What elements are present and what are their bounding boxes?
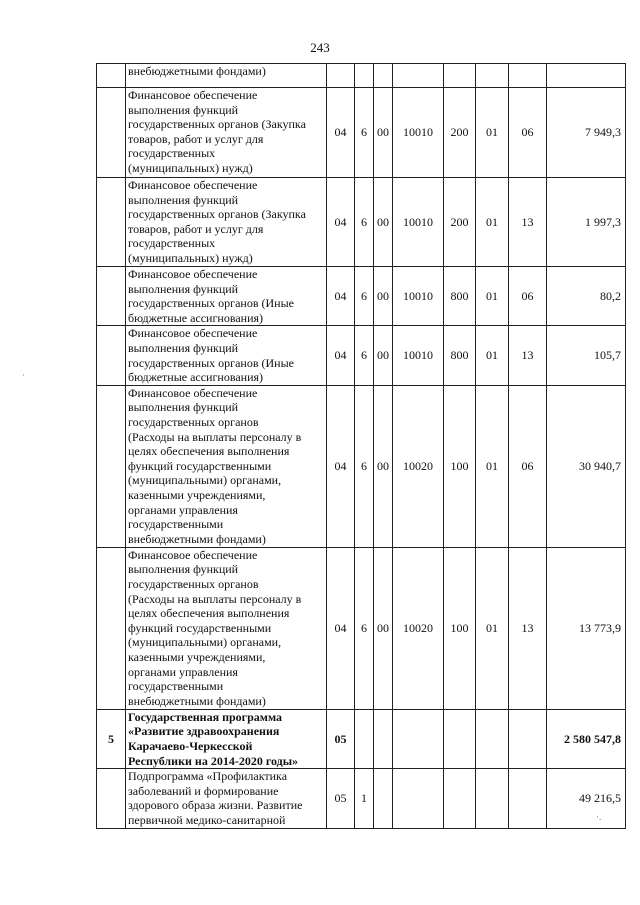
row-description	[126, 385, 327, 547]
row-amount: 2 580 547,8	[547, 709, 626, 768]
description-line: (муниципальных) нужд)	[128, 160, 253, 175]
row-description	[126, 178, 327, 267]
scan-speck: ·	[22, 370, 25, 380]
code-c7: 13	[509, 326, 547, 385]
code-c2: 6	[355, 326, 374, 385]
row-number: 5	[97, 709, 126, 768]
code-c1: 05	[327, 769, 355, 828]
row-description	[126, 547, 327, 709]
code-c7: 13	[509, 178, 547, 267]
code-c3: 00	[374, 267, 393, 326]
code-c6	[476, 709, 509, 768]
code-c5: 100	[444, 385, 476, 547]
row-description	[126, 769, 327, 828]
description-line: государственных	[128, 146, 216, 161]
code-c1: 04	[327, 326, 355, 385]
table-row	[97, 547, 626, 709]
description-line: товаров, работ и услуг для	[128, 221, 264, 236]
row-number	[97, 267, 126, 326]
row-number	[97, 64, 126, 88]
description-line: государственных	[128, 236, 216, 251]
code-c5: 200	[444, 88, 476, 178]
description-line: Финансовое обеспечение	[128, 267, 258, 281]
row-number	[97, 547, 126, 709]
code-c3: 00	[374, 326, 393, 385]
description-line: Финансовое обеспечение	[128, 326, 258, 341]
description-line: государственными	[128, 679, 224, 694]
description-line: функций государственными	[128, 620, 272, 635]
code-c2: 6	[355, 267, 374, 326]
code-c4: 10010	[393, 178, 444, 267]
description-line: государственных органов	[128, 414, 259, 429]
page-number: 243	[310, 40, 330, 55]
description-line: целях обеспечения выполнения	[128, 606, 290, 621]
description-line: «Развитие здравоохранения	[128, 724, 280, 739]
code-c5: 100	[444, 547, 476, 709]
description-line: выполнения функций	[128, 192, 239, 207]
code-c6: 01	[476, 88, 509, 178]
row-number	[97, 88, 126, 178]
description-line: выполнения функций	[128, 340, 239, 355]
description-line: (Расходы на выплаты персоналу в	[128, 591, 302, 606]
code-c3: 00	[374, 88, 393, 178]
code-c2: 6	[355, 88, 374, 178]
code-c3: 00	[374, 385, 393, 547]
code-c3: 00	[374, 547, 393, 709]
budget-table	[96, 63, 626, 829]
description-line: Республики на 2014-2020 годы»	[128, 753, 299, 768]
code-c7: 06	[509, 385, 547, 547]
description-line: государственных органов	[128, 576, 259, 591]
description-line: бюджетные ассигнования)	[128, 310, 264, 325]
code-c1: 04	[327, 547, 355, 709]
row-number	[97, 178, 126, 267]
code-c4	[393, 769, 444, 828]
code-c4: 10010	[393, 267, 444, 326]
code-c4: 10010	[393, 88, 444, 178]
code-c2	[355, 64, 374, 88]
description-line: Государственная программа	[128, 709, 283, 724]
row-description	[126, 88, 327, 178]
code-c6	[476, 769, 509, 828]
row-amount: 49 216,5	[547, 769, 626, 828]
code-c6: 01	[476, 385, 509, 547]
description-line: органами управления	[128, 664, 238, 679]
description-line: целях обеспечения выполнения	[128, 444, 290, 459]
code-c2: 6	[355, 385, 374, 547]
table-row	[97, 88, 626, 178]
code-c2: 6	[355, 178, 374, 267]
description-line: Финансовое обеспечение	[128, 547, 258, 562]
description-line: (Расходы на выплаты персоналу в	[128, 429, 302, 444]
code-c6	[476, 64, 509, 88]
code-c7: 06	[509, 267, 547, 326]
description-line: Финансовое обеспечение	[128, 88, 258, 102]
code-c5	[444, 769, 476, 828]
description-line: (муниципальными) органами,	[128, 473, 282, 488]
description-line: Карачаево-Черкесской	[128, 738, 253, 753]
description-line: (муниципальными) органами,	[128, 635, 282, 650]
table-row	[97, 178, 626, 267]
description-line: государственных органов (Иные	[128, 296, 294, 311]
description-line: (муниципальных) нужд)	[128, 250, 253, 265]
code-c4: 10020	[393, 385, 444, 547]
row-number	[97, 326, 126, 385]
table-row	[97, 709, 626, 768]
table-row	[97, 769, 626, 828]
row-description	[126, 64, 327, 88]
description-line: бюджетные ассигнования)	[128, 370, 264, 385]
row-amount	[547, 64, 626, 88]
description-line: государственных органов (Закупка	[128, 117, 306, 132]
description-line: государственных органов (Закупка	[128, 207, 306, 222]
row-amount: 30 940,7	[547, 385, 626, 547]
description-line: Подпрограмма «Профилактика	[128, 769, 288, 784]
table-row	[97, 326, 626, 385]
description-line: казенными учреждениями,	[128, 649, 266, 664]
row-number	[97, 769, 126, 828]
code-c7	[509, 709, 547, 768]
description-line: функций государственными	[128, 458, 272, 473]
description-line: Финансовое обеспечение	[128, 178, 258, 192]
code-c6: 01	[476, 267, 509, 326]
description-line: казенными учреждениями,	[128, 487, 266, 502]
table-row	[97, 64, 626, 88]
code-c3	[374, 64, 393, 88]
code-c1: 04	[327, 178, 355, 267]
code-c4: 10020	[393, 547, 444, 709]
description-line: выполнения функций	[128, 562, 239, 577]
code-c5: 800	[444, 267, 476, 326]
code-c6: 01	[476, 547, 509, 709]
code-c5	[444, 709, 476, 768]
table-row	[97, 385, 626, 547]
row-description	[126, 709, 327, 768]
row-amount: 105,7	[547, 326, 626, 385]
description-line: здорового образа жизни. Развитие	[128, 798, 303, 813]
description-line: выполнения функций	[128, 281, 239, 296]
code-c5: 200	[444, 178, 476, 267]
description-line: внебюджетными фондами)	[128, 531, 266, 546]
description-line: выполнения функций	[128, 400, 239, 415]
code-c2: 6	[355, 547, 374, 709]
code-c4: 10010	[393, 326, 444, 385]
table-row	[97, 267, 626, 326]
row-description	[126, 267, 327, 326]
code-c3	[374, 709, 393, 768]
code-c7: 13	[509, 547, 547, 709]
description-line: первичной медико-санитарной	[128, 812, 286, 827]
description-line: государственных органов (Иные	[128, 355, 294, 370]
code-c1: 04	[327, 88, 355, 178]
description-line: заболеваний и формирование	[128, 783, 279, 798]
row-amount: 80,2	[547, 267, 626, 326]
code-c1: 04	[327, 267, 355, 326]
description-line: товаров, работ и услуг для	[128, 131, 264, 146]
description-line: органами управления	[128, 502, 238, 517]
code-c2	[355, 709, 374, 768]
scan-speck: ·.	[596, 812, 602, 822]
code-c6: 01	[476, 178, 509, 267]
description-line: государственными	[128, 517, 224, 532]
code-c7	[509, 64, 547, 88]
code-c5: 800	[444, 326, 476, 385]
code-c7: 06	[509, 88, 547, 178]
code-c7	[509, 769, 547, 828]
row-amount: 1 997,3	[547, 178, 626, 267]
code-c1: 04	[327, 385, 355, 547]
code-c1	[327, 64, 355, 88]
row-amount: 7 949,3	[547, 88, 626, 178]
table-body	[97, 64, 626, 829]
row-description	[126, 326, 327, 385]
description-line: Финансовое обеспечение	[128, 385, 258, 400]
code-c2: 1	[355, 769, 374, 828]
row-amount: 13 773,9	[547, 547, 626, 709]
description-line: выполнения функций	[128, 102, 239, 117]
code-c4	[393, 64, 444, 88]
description-line: внебюджетными фондами)	[128, 693, 266, 708]
code-c1: 05	[327, 709, 355, 768]
code-c3	[374, 769, 393, 828]
row-number	[97, 385, 126, 547]
code-c3: 00	[374, 178, 393, 267]
code-c4	[393, 709, 444, 768]
description-line: внебюджетными фондами)	[128, 64, 266, 78]
code-c6: 01	[476, 326, 509, 385]
code-c5	[444, 64, 476, 88]
